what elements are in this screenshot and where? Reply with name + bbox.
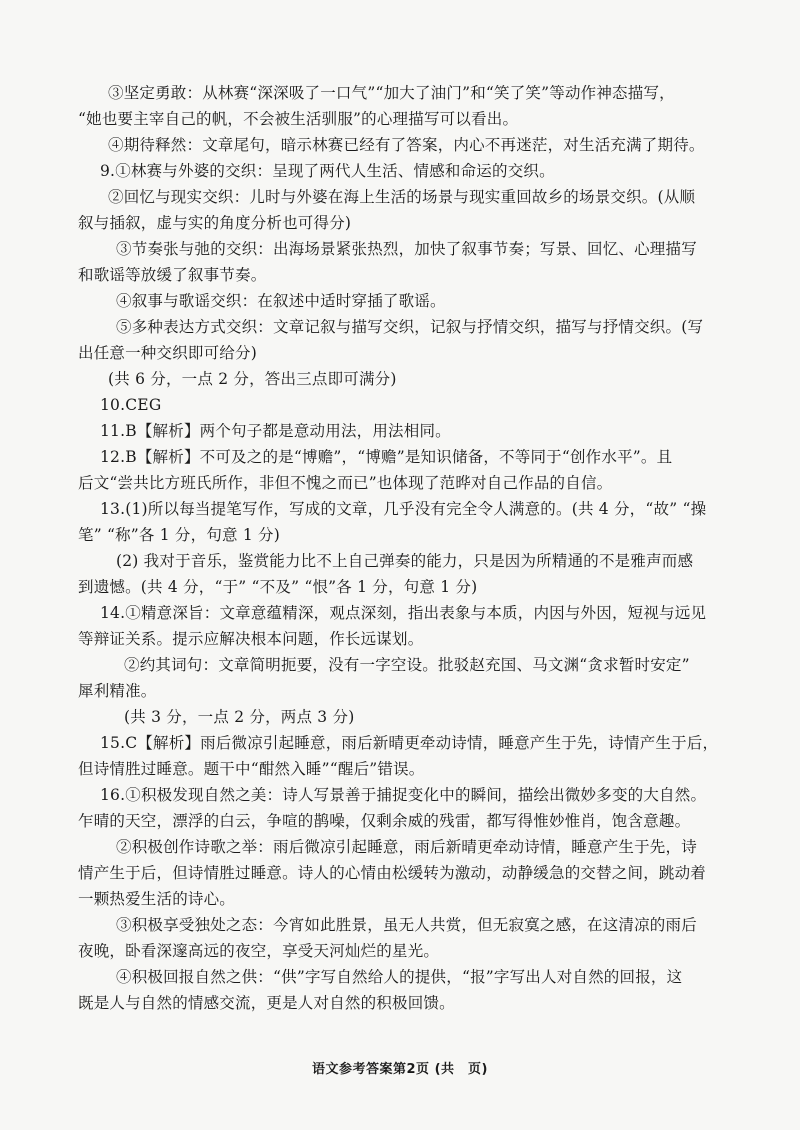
text-line: ④期待释然：文章尾句，暗示林赛已经有了答案，内心不再迷茫，对生活充满了期待。 [108, 136, 705, 154]
text-line: 情产生于后，但诗情胜过睡意。诗人的心情由松缓转为激动，动静缓急的交替之间，跳动着 [78, 864, 707, 882]
text-line: 既是人与自然的情感交流，更是人对自然的积极回馈。 [78, 994, 455, 1012]
text-line: ④积极回报自然之供：“供”字写自然给人的提供，“报”字写出人对自然的回报，这 [116, 968, 683, 986]
text-line: 和歌谣等放缓了叙事节奏。 [78, 266, 267, 284]
text-line: 到遗憾。(共 4 分，“于” “不及” “恨”各 1 分，句意 1 分) [78, 578, 478, 596]
text-line: 13.(1)所以每当提笔写作，写成的文章，几乎没有完全令人满意的。(共 4 分，“故” “操 [100, 500, 707, 518]
text-line: ②回忆与现实交织：儿时与外婆在海上生活的场景与现实重回故乡的场景交织。(从顺 [108, 188, 696, 206]
text-line: 夜晚，卧看深邃高远的夜空，享受天河灿烂的星光。 [78, 942, 440, 960]
text-line: “她也要主宰自己的帆，不会被生活驯服”的心理描写可以看出。 [78, 110, 519, 128]
text-line: 12.B【解析】不可及之的是“博赡”，“博赡”是知识储备，不等同于“创作水平”。且 [100, 448, 673, 466]
text-line: 15.C【解析】雨后微凉引起睡意，雨后新晴更牵动诗情，睡意产生于先，诗情产生于后， [100, 734, 719, 752]
text-line: ④叙事与歌谣交织：在叙述中适时穿插了歌谣。 [116, 292, 446, 310]
text-line: ②积极创作诗歌之举：雨后微凉引起睡意，雨后新晴更牵动诗情，睡意产生于先，诗 [116, 838, 697, 856]
text-line: ③节奏张与弛的交织：出海场景紧张热烈，加快了叙事节奏；写景、回忆、心理描写 [116, 240, 697, 258]
text-line: 乍晴的天空，漂浮的白云，争喧的鹊噪，仅剩余威的残雷，都写得惟妙惟肖，饱含意趣。 [78, 812, 691, 830]
text-line: 犀利精准。 [78, 682, 157, 700]
text-line: 出任意一种交织即可给分) [78, 344, 257, 362]
text-line: 等辩证关系。提示应解决根本问题，作长远谋划。 [78, 630, 424, 648]
text-line: ③坚定勇敢：从林赛“深深吸了一口气”“加大了油门”和“笑了笑”等动作神态描写， [108, 84, 675, 102]
text-line: 14.①精意深旨：文章意蕴精深，观点深刻，指出表象与本质，内因与外因，短视与远见 [100, 604, 707, 622]
text-line: 但诗情胜过睡意。题干中“酣然入睡”“醒后”错误。 [78, 760, 425, 778]
text-line: ③积极享受独处之态：今宵如此胜景，虽无人共赏，但无寂寞之感，在这清凉的雨后 [116, 916, 697, 934]
answer-content [78, 80, 740, 1016]
text-line: 10.CEG [100, 396, 162, 414]
text-line: 16.①积极发现自然之美：诗人写景善于捕捉变化中的瞬间，描绘出微妙多变的大自然。 [100, 786, 707, 804]
text-line: (共 6 分，一点 2 分，答出三点即可满分) [108, 370, 397, 388]
text-line: (共 3 分，一点 2 分，两点 3 分) [124, 708, 355, 726]
text-line: ⑤多种表达方式交织：文章记叙与描写交织，记叙与抒情交织，描写与抒情交织。(写 [116, 318, 704, 336]
text-line: 一颗热爱生活的诗心。 [78, 890, 236, 908]
page-footer: 语文参考答案第2页 (共 页) [312, 1062, 488, 1077]
text-line: 11.B【解析】两个句子都是意动用法，用法相同。 [100, 422, 451, 440]
text-line: 9.①林赛与外婆的交织：呈现了两代人生活、情感和命运的交织。 [100, 162, 555, 180]
text-line: (2) 我对于音乐，鉴赏能力比不上自己弹奏的能力，只是因为所精通的不是雅声而感 [116, 552, 694, 570]
text-line: ②约其词句：文章简明扼要，没有一字空设。批驳赵充国、马文渊“贪求暂时安定” [124, 656, 690, 674]
text-line: 后文“尝共比方班氏所作，非但不愧之而已”也体现了范晔对自己作品的自信。 [78, 474, 613, 492]
text-line: 叙与插叙，虚与实的角度分析也可得分) [78, 214, 352, 232]
text-line: 笔” “称”各 1 分，句意 1 分) [78, 526, 280, 544]
